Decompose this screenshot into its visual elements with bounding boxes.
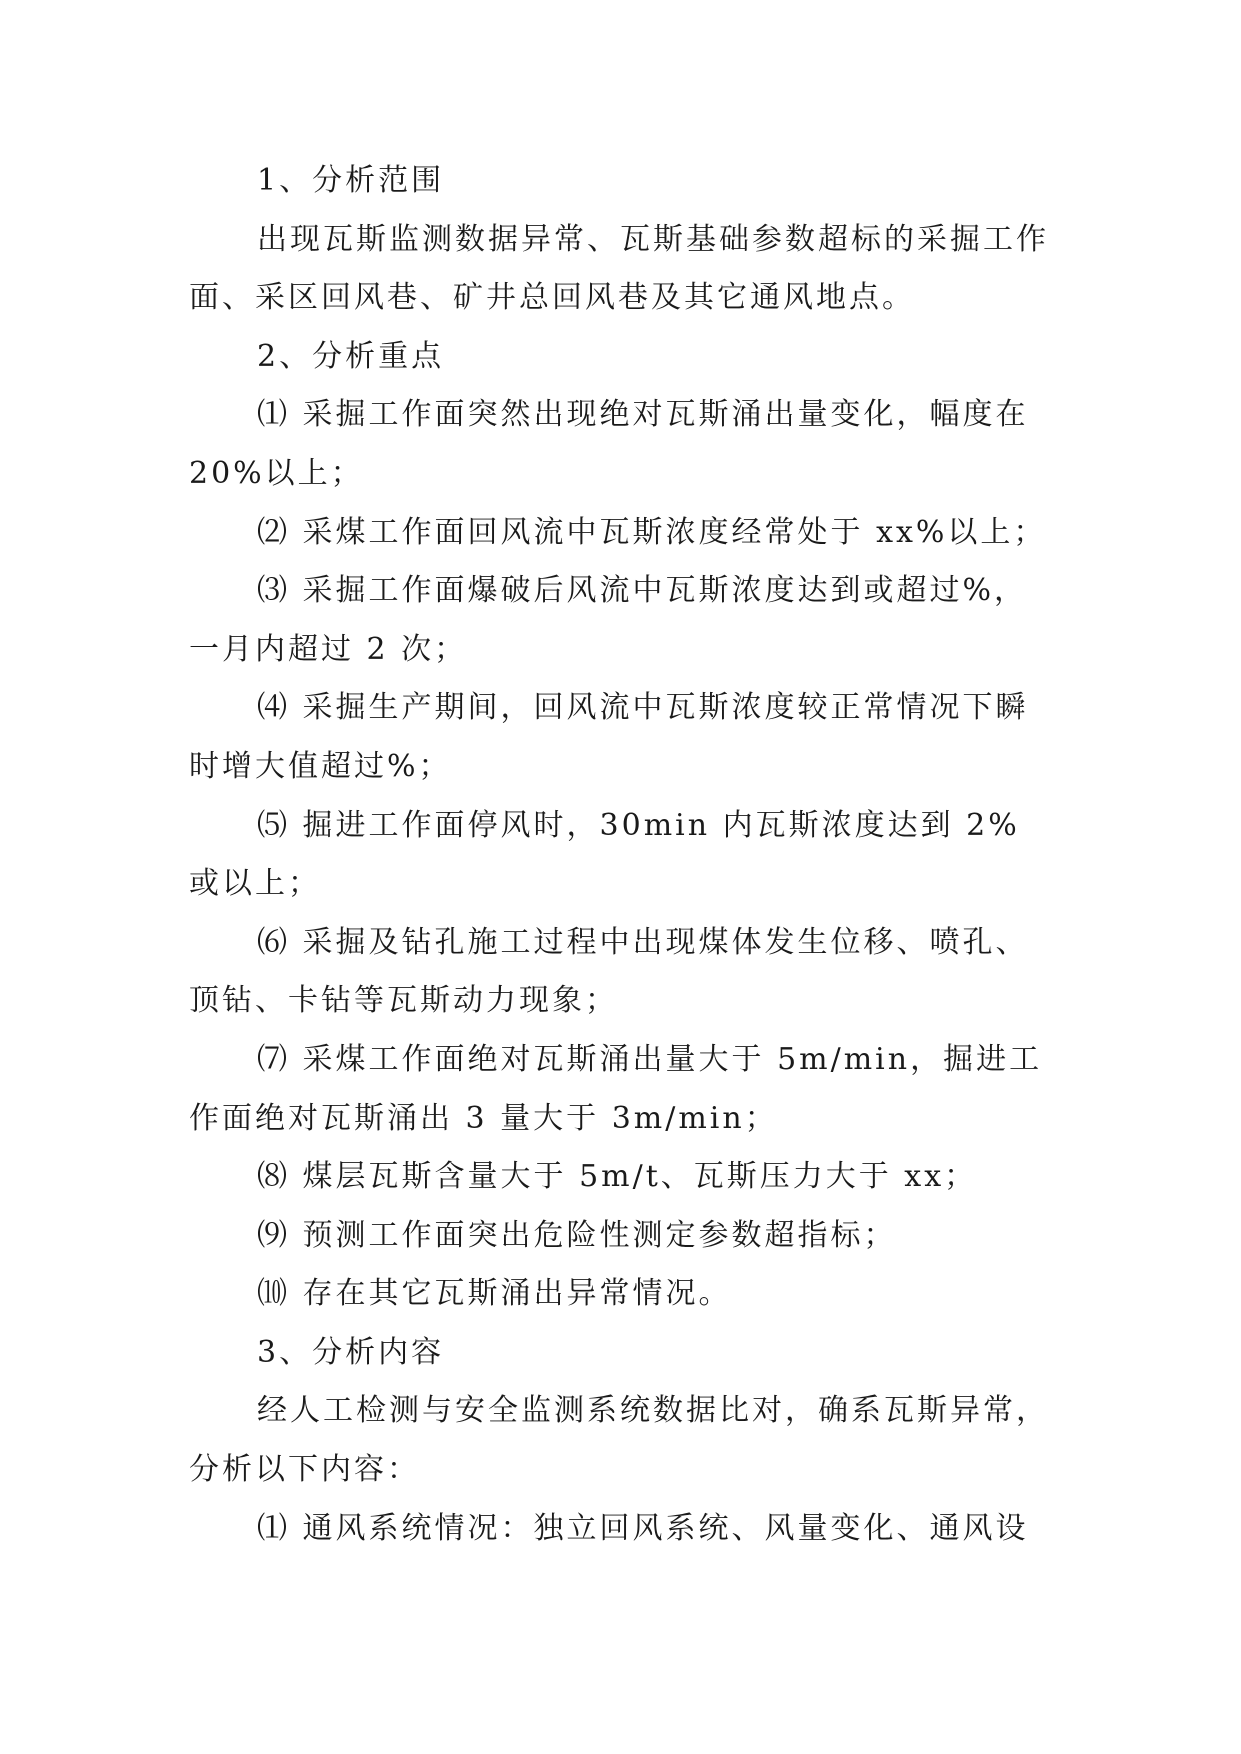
list-item-focus-5: ⑸ 掘进工作面停风时，30min 内瓦斯浓度达到 2%或以上； [189,807,1020,902]
paragraph-content-intro: 经人工检测与安全监测系统数据比对，确系瓦斯异常，分析以下内容： [189,1393,1049,1488]
list-item-focus-8: ⑻ 煤层瓦斯含量大于 5m/t、瓦斯压力大于 xx； [257,1159,978,1195]
list-item-focus-4: ⑷ 采掘生产期间，回风流中瓦斯浓度较正常情况下瞬时增大值超过%； [189,690,1029,784]
document-body [189,152,1049,1558]
list-item-focus-10: ⑽ 存在其它瓦斯涌出异常情况。 [257,1276,732,1312]
list-item-focus-7: ⑺ 采煤工作面绝对瓦斯涌出量大于 5m/min，掘进工作面绝对瓦斯涌出 3 量大于 3m/min； [189,1041,1043,1136]
list-item-focus-3: ⑶ 采掘工作面爆破后风流中瓦斯浓度达到或超过%，一月内超过 2 次； [189,573,1028,667]
section-heading-analysis-scope: 1、分析范围 [257,163,445,198]
list-item-focus-6: ⑹ 采掘及钻孔施工过程中出现煤体发生位移、喷孔、顶钻、卡钻等瓦斯动力现象； [189,924,1029,1019]
paragraph-scope-description: 出现瓦斯监测数据异常、瓦斯基础参数超标的采掘工作面、采区回风巷、矿井总回风巷及其它通风地点。 [189,221,1049,316]
list-item-focus-2: ⑵ 采煤工作面回风流中瓦斯浓度经常处于 xx%以上； [257,514,1047,550]
list-item-content-1: ⑴ 通风系统情况：独立回风系统、风量变化、通风设 [257,1510,1029,1546]
list-item-focus-9: ⑼ 预测工作面突出危险性测定参数超指标； [257,1217,897,1253]
section-heading-analysis-focus: 2、分析重点 [257,338,445,374]
section-heading-analysis-content: 3、分析内容 [257,1334,445,1370]
list-item-focus-1: ⑴ 采掘工作面突然出现绝对瓦斯涌出量变化，幅度在20%以上； [189,397,1029,491]
